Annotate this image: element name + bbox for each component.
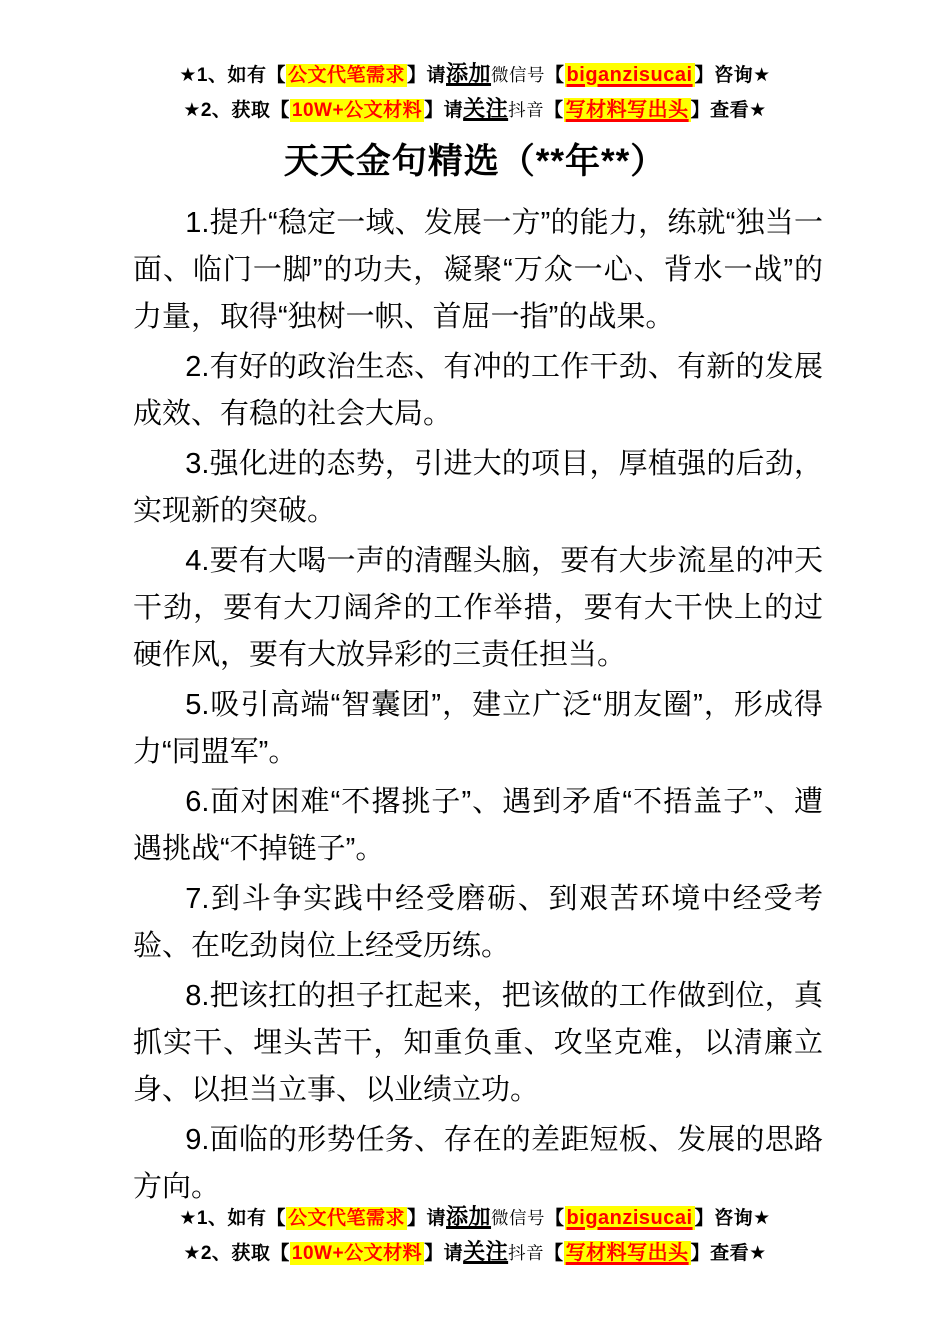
promo-channel-wechat: 微信号 bbox=[491, 65, 546, 85]
promo-footer bbox=[0, 1200, 950, 1270]
quote-paragraph-1: 1.提升“稳定一域、发展一方”的能力，练就“独当一面、临门一脚”的功夫，凝聚“万众一心、背水一战”的力量，取得“独树一帜、首屈一指”的战果。 bbox=[133, 207, 823, 333]
promo-channel-wechat: 微信号 bbox=[491, 1208, 546, 1228]
promo-text: 【 bbox=[545, 65, 565, 86]
quote-paragraph-9: 9.面临的形势任务、存在的差距短板、发展的思路方向。 bbox=[133, 1124, 823, 1203]
quote-paragraph-4: 4.要有大喝一声的清醒头脑，要有大步流星的冲天干劲，要有大刀阔斧的工作举措，要有大干快上的过硬作风，要有大放异彩的三责任担当。 bbox=[133, 545, 823, 671]
promo-header-line-1 bbox=[0, 57, 950, 92]
promo-header bbox=[0, 0, 950, 127]
promo-text: ★2、获取【 bbox=[183, 1243, 290, 1264]
promo-text: 【 bbox=[544, 100, 564, 121]
promo-action-follow: 关注 bbox=[463, 1239, 509, 1264]
promo-text: ★2、获取【 bbox=[183, 100, 290, 121]
promo-highlight-service: 公文代笔需求 bbox=[287, 65, 405, 86]
quote-paragraph-5: 5.吸引高端“智囊团”，建立广泛“朋友圈”，形成得力“同盟军”。 bbox=[133, 689, 823, 768]
promo-text: 【 bbox=[544, 1243, 564, 1264]
promo-highlight-material: 10W+公文材料 bbox=[291, 100, 423, 121]
promo-footer-line-1 bbox=[0, 1200, 950, 1235]
quote-paragraph-8: 8.把该扛的担子扛起来，把该做的工作做到位，真抓实干、埋头苦干，知重负重、攻坚克难，以清廉立身、以担当立事、以业绩立功。 bbox=[133, 980, 823, 1106]
quote-paragraph-6: 6.面对困难“不撂挑子”、遇到矛盾“不捂盖子”、遭遇挑战“不掉链子”。 bbox=[133, 786, 823, 865]
promo-text: 】查看★ bbox=[690, 1243, 767, 1264]
quote-paragraph-7: 7.到斗争实践中经受磨砺、到艰苦环境中经受考验、在吃劲岗位上经受历练。 bbox=[133, 883, 823, 962]
promo-text: 】请 bbox=[407, 1208, 447, 1229]
promo-header-line-2 bbox=[0, 92, 950, 127]
promo-text: 】查看★ bbox=[690, 100, 767, 121]
promo-text: 】请 bbox=[424, 100, 464, 121]
promo-footer-line-2 bbox=[0, 1235, 950, 1270]
promo-text: 【 bbox=[545, 1208, 565, 1229]
promo-text: 】请 bbox=[407, 65, 447, 86]
promo-text: 】咨询★ bbox=[694, 1208, 771, 1229]
promo-text: ★1、如有【 bbox=[179, 1208, 286, 1229]
promo-action-add: 添加 bbox=[446, 61, 492, 86]
promo-text: ★1、如有【 bbox=[179, 65, 286, 86]
promo-action-add: 添加 bbox=[446, 1204, 492, 1229]
promo-text: 】咨询★ bbox=[694, 65, 771, 86]
promo-douyin-id: 写材料写出头 bbox=[565, 1242, 689, 1264]
quote-paragraph-2: 2.有好的政治生态、有冲的工作干劲、有新的发展成效、有稳的社会大局。 bbox=[133, 351, 823, 430]
quote-paragraph-3: 3.强化进的态势，引进大的项目，厚植强的后劲，实现新的突破。 bbox=[133, 448, 823, 527]
page-title: 天天金句精选（**年**） bbox=[283, 142, 667, 181]
promo-wechat-id: biganzisucai bbox=[566, 1207, 693, 1229]
promo-highlight-material: 10W+公文材料 bbox=[291, 1243, 423, 1264]
document-body bbox=[0, 200, 950, 1211]
promo-wechat-id: biganzisucai bbox=[566, 64, 693, 86]
promo-highlight-service: 公文代笔需求 bbox=[287, 1208, 405, 1229]
promo-channel-douyin: 抖音 bbox=[508, 1243, 545, 1263]
promo-text: 】请 bbox=[424, 1243, 464, 1264]
promo-douyin-id: 写材料写出头 bbox=[565, 99, 689, 121]
promo-action-follow: 关注 bbox=[463, 96, 509, 121]
promo-channel-douyin: 抖音 bbox=[508, 100, 545, 120]
